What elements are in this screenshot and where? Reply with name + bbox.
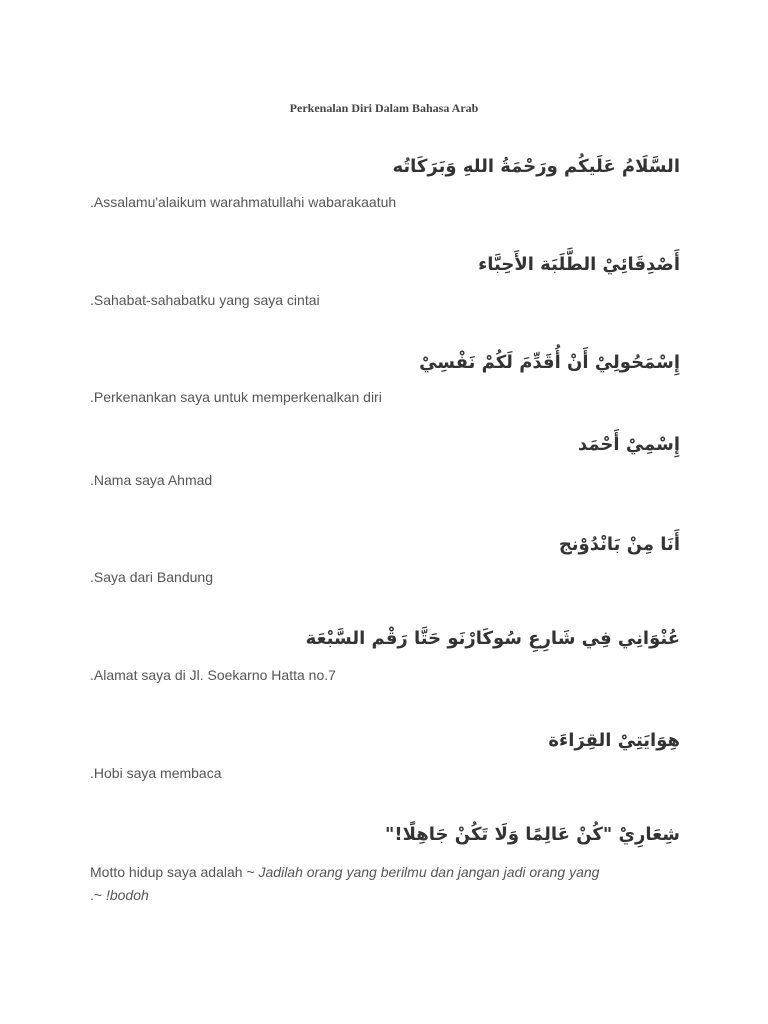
motto-quote-2: !bodoh	[105, 887, 149, 903]
arabic-hobby: هِوَايَتِيْ القِرَاءَة	[548, 730, 680, 751]
motto-line-1	[90, 861, 660, 884]
translation-friends: .Sahabat-sahabatku yang saya cintai	[90, 292, 320, 308]
translation-address: .Alamat saya di Jl. Soekarno Hatta no.7	[90, 667, 336, 683]
arabic-address: عُنْوَانِي فِي شَارِعِ سُوكَارْنَو حَتَّا رَقْم السَّبْعَة	[305, 628, 680, 649]
translation-name: .Nama saya Ahmad	[90, 472, 213, 488]
motto-line-2	[90, 884, 660, 907]
page-title: Perkenalan Diri Dalam Bahasa Arab	[289, 101, 479, 115]
arabic-name: إِسْمِيْ أَحْمَد	[577, 434, 680, 455]
arabic-origin: أَنَا مِنْ بَانْدُوْنج	[558, 534, 680, 555]
motto-prefix: Motto hidup saya adalah ~	[90, 864, 259, 880]
motto-line2-prefix: .~	[90, 887, 106, 903]
arabic-introduce: إِسْمَحُولِيْ أَنْ أُقَدِّمَ لَكُمْ نَفْسِيْ	[419, 352, 680, 373]
translation-origin: .Saya dari Bandung	[90, 569, 213, 585]
translation-hobby: .Hobi saya membaca	[90, 765, 222, 781]
arabic-motto: شِعَارِيْ "كُنْ عَالِمًا وَلَا تَكُنْ جَاهِلًا!"	[385, 824, 680, 845]
translation-introduce: .Perkenankan saya untuk memperkenalkan diri	[90, 389, 382, 405]
arabic-friends: أَصْدِقَائِيْ الطَّلَبَة الأَحِبَّاء	[478, 254, 680, 275]
motto-quote-1: Jadilah orang yang berilmu dan jangan jadi orang yang	[258, 864, 600, 880]
arabic-greeting: السَّلَامُ عَلَيكُم ورَحْمَةُ اللهِ وَبَرَكَاتُه	[392, 156, 680, 177]
translation-greeting: .Assalamu'alaikum warahmatullahi wabarakaatuh	[90, 194, 397, 210]
translation-motto	[90, 861, 660, 907]
